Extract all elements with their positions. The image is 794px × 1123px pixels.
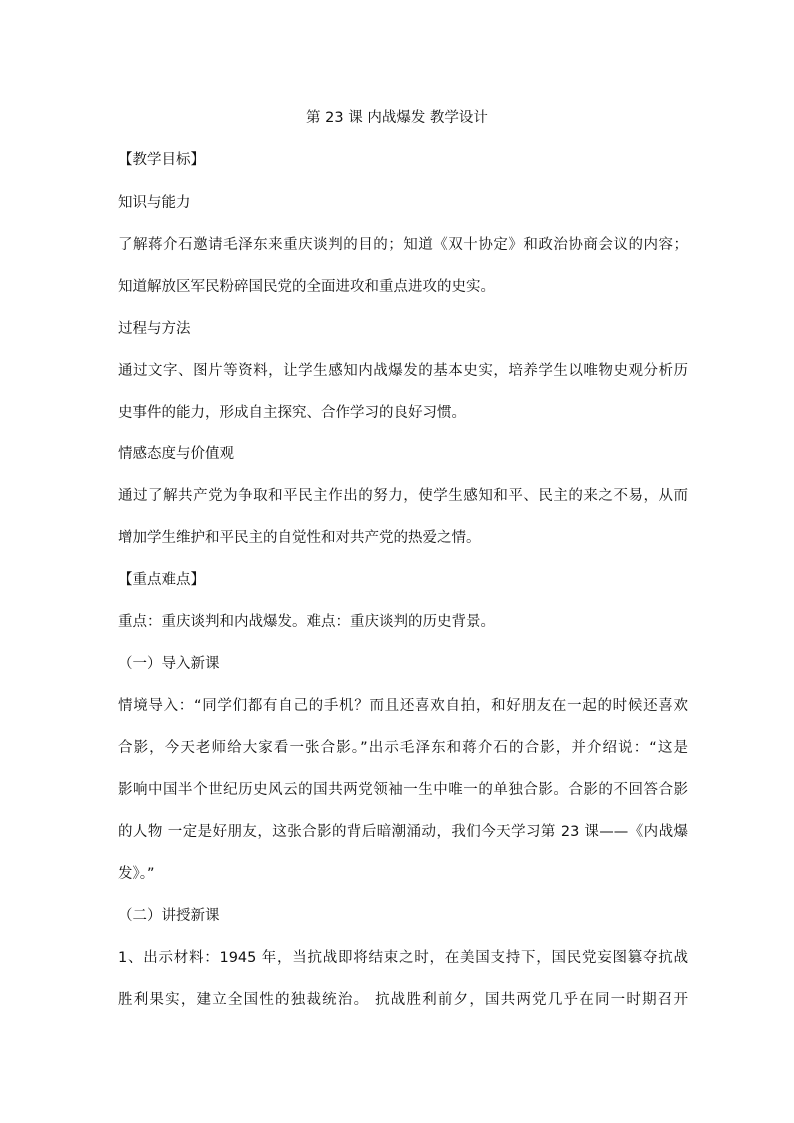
- paragraph-line: 增加学生维护和平民主的自觉性和对共产党的热爱之情。: [118, 530, 481, 546]
- paragraph-line: 了解蒋介石邀请毛泽东来重庆谈判的目的；知道《双十协定》和政治协商会议的内容；: [118, 237, 688, 253]
- subheading-new-lesson: （二）讲授新课: [118, 908, 220, 924]
- paragraph-line: 史事件的能力，形成自主探究、合作学习的良好习惯。: [118, 405, 466, 421]
- subheading-process-method: 过程与方法: [118, 321, 191, 337]
- section-heading-teaching-goals: 【教学目标】: [118, 152, 205, 168]
- paragraph-line: 通过文字、图片等资料，让学生感知内战爆发的基本史实，培养学生以唯物史观分析历: [118, 363, 688, 379]
- paragraph-line: 影响中国半个世纪历史风云的国共两党领袖一生中唯一的单独合影。合影的不回答合影: [118, 782, 688, 798]
- subheading-introduction: （一）导入新课: [118, 656, 220, 672]
- subheading-emotion-values: 情感态度与价值观: [118, 446, 234, 462]
- document-title: 第 23 课 内战爆发 教学设计: [306, 110, 488, 126]
- paragraph-line: 的人物 一定是好朋友，这张合影的背后暗潮涌动，我们今天学习第 23 课——《内战爆: [118, 824, 688, 840]
- paragraph-line: 情境导入：“同学们都有自己的手机？而且还喜欢自拍，和好朋友在一起的时候还喜欢: [118, 698, 688, 714]
- paragraph-line: 重点：重庆谈判和内战爆发。难点：重庆谈判的历史背景。: [118, 614, 495, 630]
- paragraph-line: 合影，今天老师给大家看一张合影。”出示毛泽东和蒋介石的合影，并介绍说：“这是: [118, 740, 688, 756]
- paragraph-line: 胜利果实，建立全国性的独裁统治。 抗战胜利前夕，国共两党几乎在同一时期召开: [118, 992, 688, 1008]
- subheading-knowledge-ability: 知识与能力: [118, 195, 191, 211]
- paragraph-line: 发》。”: [118, 866, 155, 882]
- paragraph-line: 通过了解共产党为争取和平民主作出的努力，使学生感知和平、民主的来之不易，从而: [118, 488, 688, 504]
- paragraph-line: 知道解放区军民粉碎国民党的全面进攻和重点进攻的史实。: [118, 279, 495, 295]
- section-heading-key-points: 【重点难点】: [118, 572, 205, 588]
- paragraph-line: 1、出示材料：1945 年，当抗战即将结束之时，在美国支持下，国民党妄图篡夺抗战: [118, 950, 688, 966]
